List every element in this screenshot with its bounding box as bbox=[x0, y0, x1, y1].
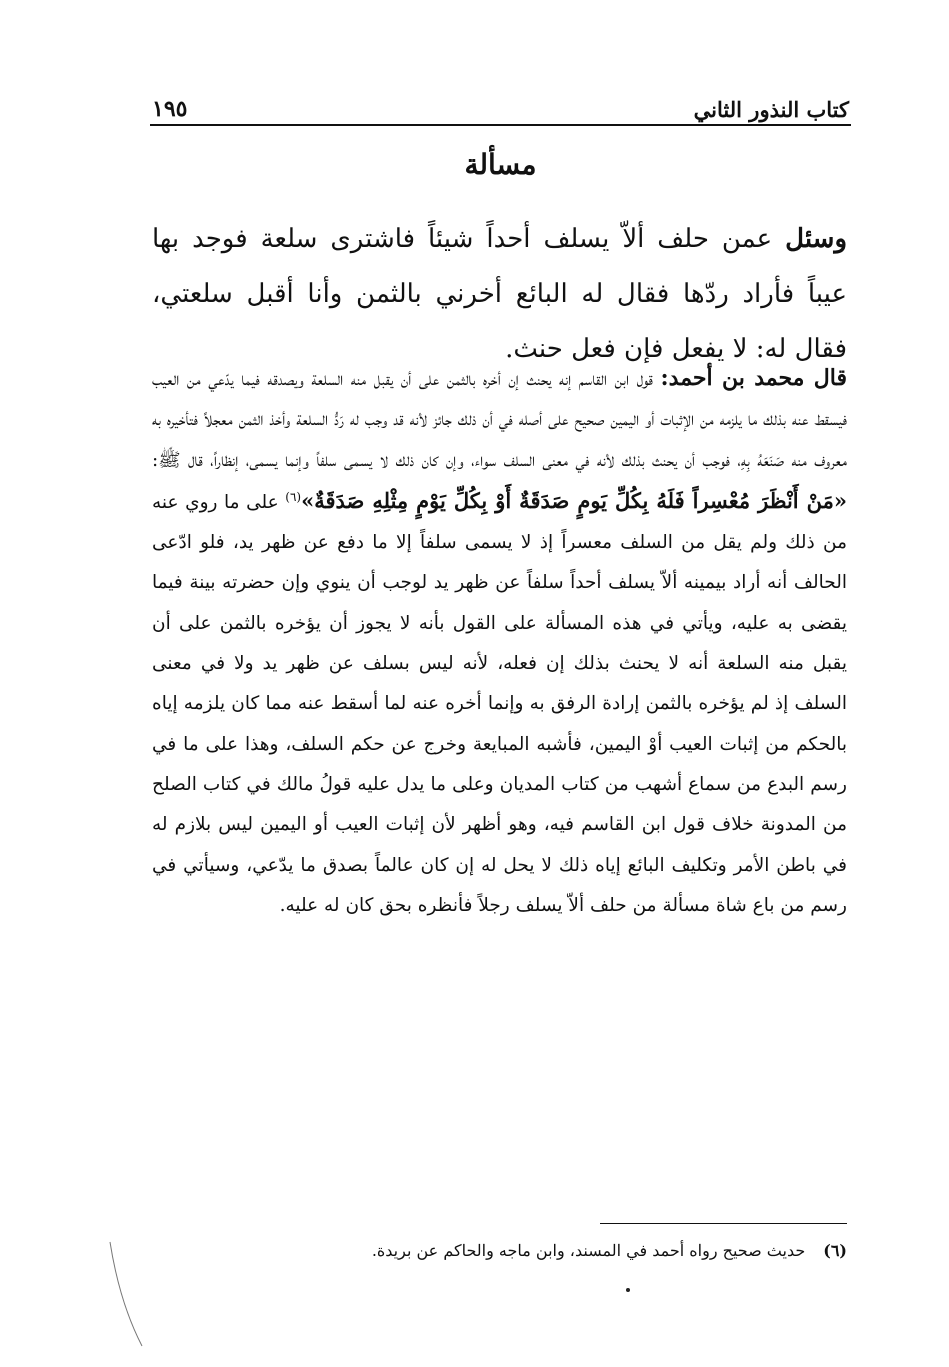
answer-paragraph bbox=[152, 358, 847, 926]
header-rule bbox=[150, 124, 851, 126]
scan-artifact-dot bbox=[626, 1288, 630, 1292]
answer-author: قال محمد بن أحمد: bbox=[660, 365, 847, 391]
hadith-quote: «مَنْ أَنْظَرَ مُعْسِراً فَلَهُ بِكُلِّ يَومٍ صَدَقَةٌ أَوْ بِكُلِّ يَوْمٍ مِثْلِهِ صَدَقَةٌ» bbox=[301, 487, 847, 513]
footnote bbox=[160, 1238, 847, 1264]
page-header bbox=[152, 80, 849, 122]
answer-part-1: قول ابن القاسم إنه يحنث إن أخره بالثمن على أن يقبل منه السلعة ويصدقه فيما يدّعي من العيب فيسقط عنه بذلك ما يلزمه من الإثبات أو اليمين صحيح على أصله في أن ذلك جائز لأنه قد وجب له رَدُّ السلعة وأخذ الثمن معجلاً فتأخيره به معروف منه صَنَعَهُ بِهِ، فوجب أن يحنث بذلك لأنه في معنى السلف سواء، وإن كان ذلك لا يسمى سلفاً وإنما يسمى، إنظاراً، قال ﷺ: bbox=[152, 369, 847, 471]
footnote-rule bbox=[600, 1223, 847, 1224]
section-title: مسألة bbox=[464, 148, 537, 181]
footnote-number: (٦) bbox=[823, 1241, 847, 1260]
question-paragraph bbox=[152, 212, 847, 377]
question-lead: وسئل bbox=[785, 224, 848, 254]
footnote-reference[interactable]: (٦) bbox=[285, 489, 302, 504]
running-title: كتاب النذور الثاني bbox=[693, 97, 849, 122]
answer-part-2: على ما روي عنه من ذلك ولم يقل من السلف معسراً إذ لا يسمى سلفاً إلا ما دفع عن ظهر يد، فلو ادّعى الحالف أنه أراد بيمينه ألاّ يسلف أحداً سلفاً عن ظهر يد لوجب أن ينوي وإن حضرته بينة فيما يقضى به عليه، ويأتي في هذه المسألة على القول بأنه لا يجوز أن يؤخره بالثمن على أن يقبل منه السلعة أنه لا يحنث بذلك إن فعله، لأنه ليس بسلف عن ظهر يد ولا في معنى السلف إذ لم يؤخره بالثمن إرادة الرفق به وإنما أخره عنه لما أسقط عنه مما كان يلزمه إياه بالحكم من إثبات العيب أوْ اليمين، فأشبه المبايعة وخرج عن حكم السلف، وهذا على ما في رسم البدع من سماع أشهب من كتاب المديان وعلى ما يدل عليه قولُ مالك في كتاب الصلح من المدونة خلاف قول ابن القاسم فيه، وهو أظهر لأن إثبات العيب أو اليمين ليس بلازم له في باطن الأمر وتكليف البائع إياه ذلك لا يحل له إن كان عالماً بصدق ما يدّعي، وسيأتي في رسم من باع شاة مسألة من حلف ألاّ يسلف رجلاً فأنظره بحق كان له عليه. bbox=[152, 491, 847, 916]
page-number: ١٩٥ bbox=[152, 96, 188, 122]
question-text: عمن حلف ألاّ يسلف أحداً شيئاً فاشترى سلعة فوجد بها عيباً فأراد ردّها فقال له البائع أخرني بالثمن وأنا أقبل سلعتي، فقال له: لا يفعل فإن فعل حنث. bbox=[152, 224, 847, 364]
scan-artifact-line bbox=[108, 1240, 148, 1350]
footnote-text: حديث صحيح رواه أحمد في المسند، وابن ماجه والحاكم عن بريدة. bbox=[371, 1241, 806, 1260]
